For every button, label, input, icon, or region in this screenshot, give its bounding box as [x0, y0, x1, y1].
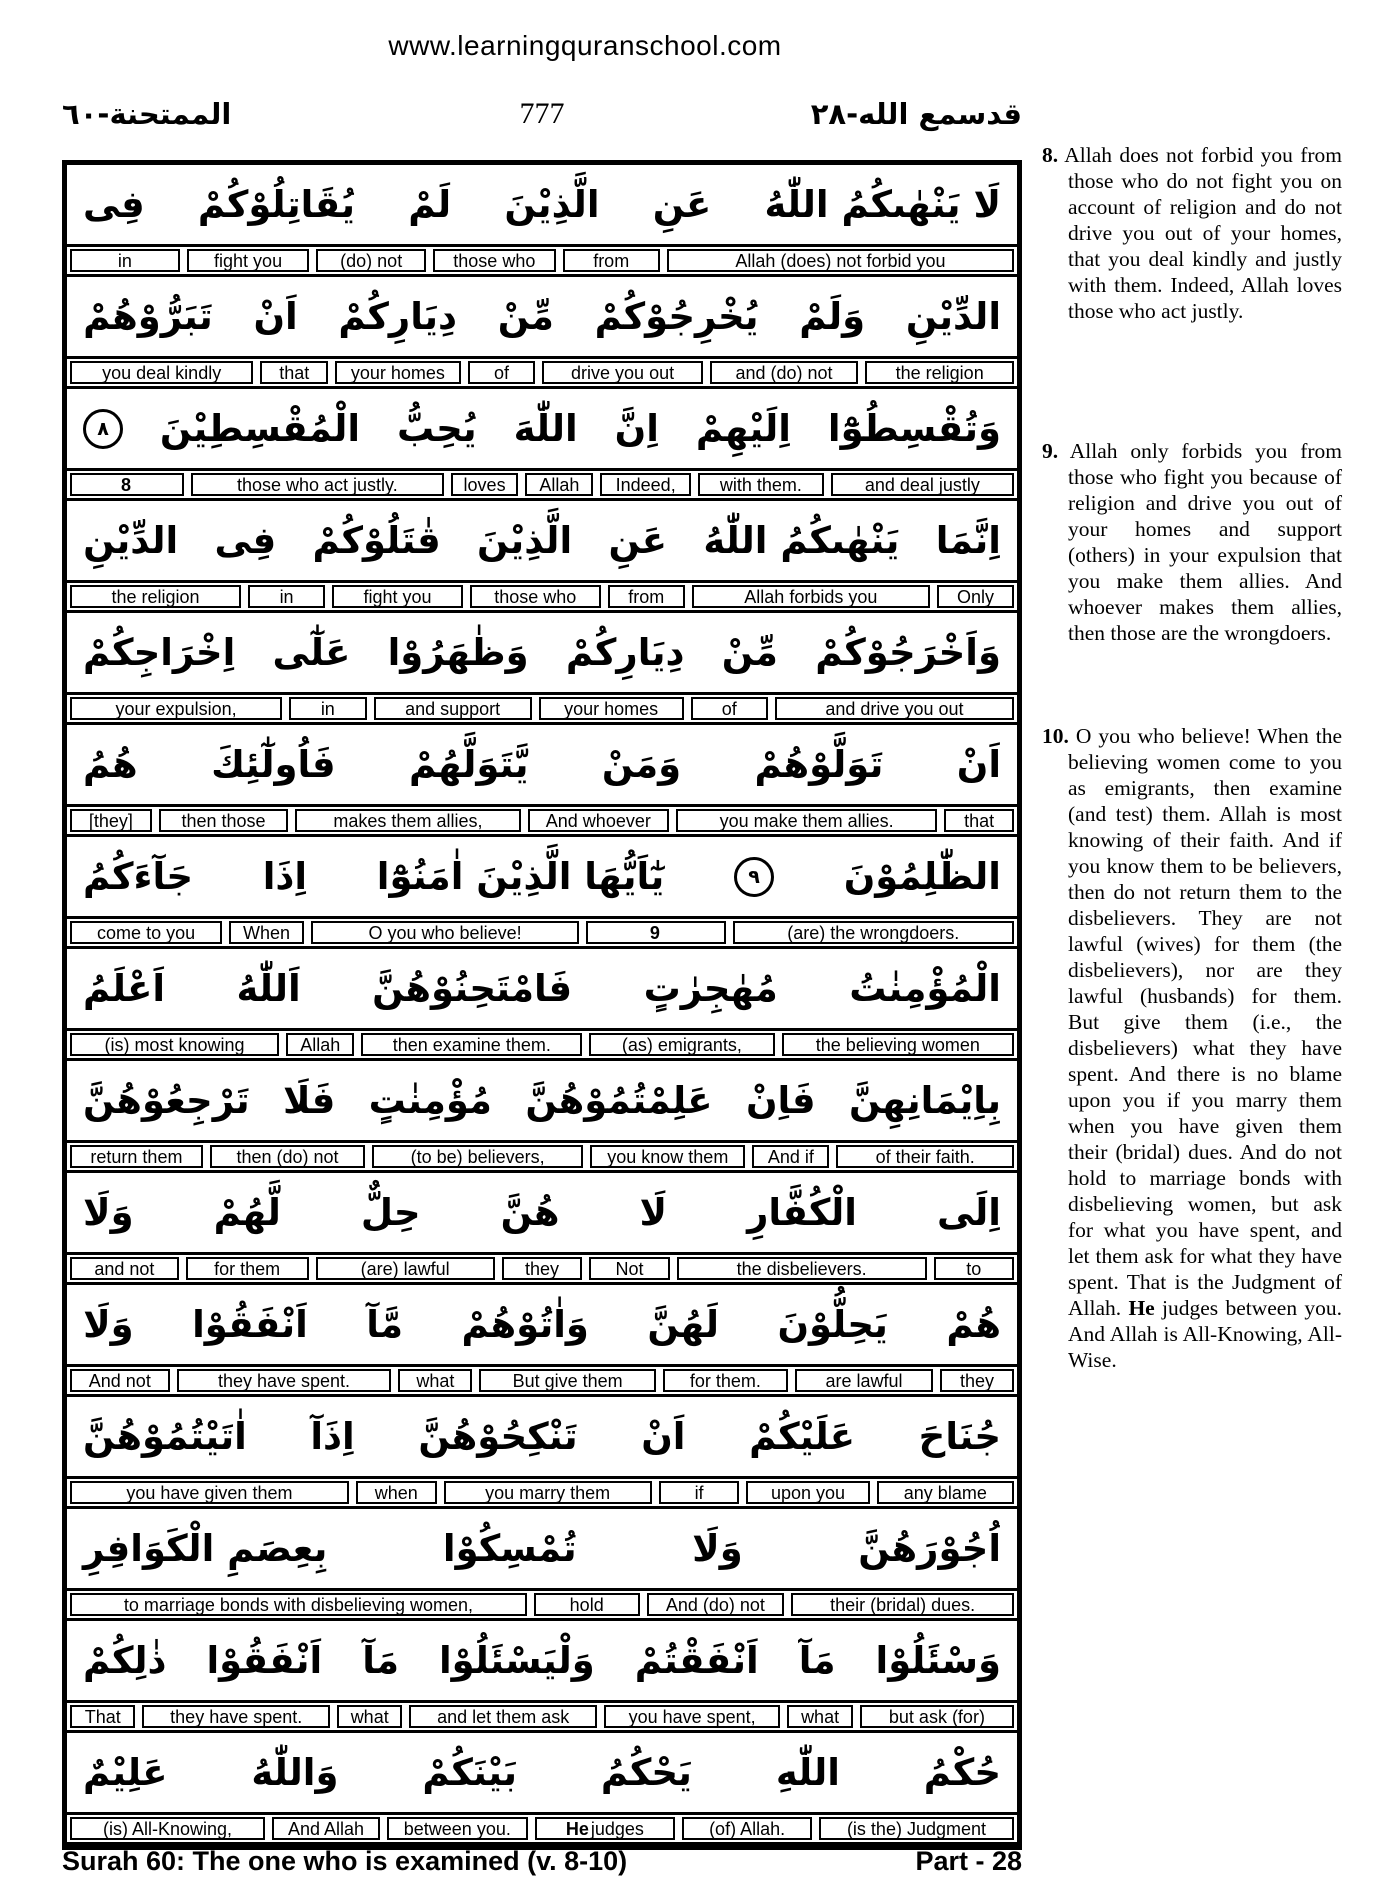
gloss-cell: And (do) not: [647, 1593, 785, 1616]
gloss-cell: with them.: [698, 473, 824, 496]
verse-10: [1042, 723, 1342, 1373]
arabic-line: [67, 1621, 1017, 1700]
gloss-cell: those who: [433, 249, 555, 272]
gloss-cell: (do) not: [316, 249, 426, 272]
gloss-cell: and support: [374, 697, 532, 720]
gloss-cell: their (bridal) dues.: [791, 1593, 1014, 1616]
gloss-cell: in: [289, 697, 366, 720]
gloss-cell: you deal kindly: [70, 361, 253, 384]
footer-part-label: Part - 28: [915, 1846, 1022, 1876]
gloss-cell: to marriage bonds with disbelieving women,: [70, 1593, 527, 1616]
gloss-cell: what: [337, 1705, 402, 1728]
gloss-line: [67, 1252, 1017, 1285]
arabic-word: اَعْلَمُ: [83, 967, 166, 1010]
gloss-line: [67, 1812, 1017, 1845]
arabic-word: يَّتَوَلَّهُمْ: [409, 743, 529, 786]
gloss-cell: if: [659, 1481, 740, 1504]
arabic-line: [67, 1285, 1017, 1364]
arabic-word: هُمْ: [946, 1303, 1001, 1346]
gloss-cell: and deal justly: [831, 473, 1014, 496]
arabic-word: اَنْ: [956, 743, 1001, 786]
arabic-word: لَهُنَّ: [647, 1303, 719, 1346]
gloss-cell: for them: [186, 1257, 309, 1280]
gloss-cell: they: [940, 1369, 1014, 1392]
gloss-cell: from: [608, 585, 685, 608]
arabic-line: [67, 613, 1017, 692]
arabic-word: فَاِنْ: [745, 1079, 816, 1122]
arabic-word: اَنْفَقُوْا: [206, 1639, 323, 1682]
gloss-line: [67, 916, 1017, 949]
gloss-cell: in: [248, 585, 325, 608]
gloss-line: [67, 580, 1017, 613]
verse-10-text-end: judges between you. And Allah is All-Knowing, All-Wise.: [1068, 1296, 1342, 1372]
arabic-word: وَلْيَسْئَلُوْا: [439, 1639, 595, 1682]
arabic-word: اٰتَيْتُمُوْهُنَّ: [83, 1415, 247, 1458]
gloss-cell: your homes: [335, 361, 461, 384]
gloss-cell: any blame: [877, 1481, 1014, 1504]
arabic-word: بَيْنَكُمْ: [422, 1751, 517, 1794]
verse-9-text: Allah only forbids you from those who fight you because of religion and drive you out of your homes and support (others) in your expulsion that you make them allies. And whoever makes them allies, then those are the wrongdoers.: [1068, 439, 1342, 645]
gloss-cell: you know them: [590, 1145, 745, 1168]
translation-sidebar: [1042, 142, 1342, 1373]
arabic-word: الظّٰلِمُوْنَ: [843, 855, 1001, 898]
gloss-cell: the disbelievers.: [677, 1257, 927, 1280]
arabic-word: لَّهُمْ: [213, 1191, 281, 1234]
verse-10-bold-word: He: [1128, 1296, 1155, 1320]
gloss-cell: That: [70, 1705, 135, 1728]
arabic-word: يَحِلُّوْنَ: [777, 1303, 888, 1346]
gloss-cell: (to be) believers,: [372, 1145, 583, 1168]
arabic-word: يَحْكُمُ: [600, 1751, 692, 1794]
arabic-line: [67, 1061, 1017, 1140]
gloss-cell: from: [563, 249, 660, 272]
gloss-cell: and let them ask: [409, 1705, 597, 1728]
site-url: www.learningquranschool.com: [388, 30, 782, 61]
gloss-cell: you marry them: [444, 1481, 652, 1504]
arabic-word: الْمُقْسِطِيْنَ: [159, 407, 361, 450]
gloss-cell: but ask (for): [860, 1705, 1014, 1728]
gloss-cell: those who: [470, 585, 601, 608]
gloss-cell: He judges: [535, 1817, 676, 1840]
surah-name-arabic: الممتحنة-٦٠: [62, 97, 232, 131]
gloss-cell: Only: [937, 585, 1014, 608]
gloss-cell: of: [691, 697, 768, 720]
gloss-cell: Allah forbids you: [692, 585, 930, 608]
arabic-word: اِلَى: [936, 1191, 1001, 1234]
arabic-word: الَّذِيْنَ: [504, 183, 600, 226]
arabic-line: [67, 1733, 1017, 1812]
gloss-cell: of their faith.: [836, 1145, 1014, 1168]
gloss-cell: (is) most knowing: [70, 1033, 279, 1056]
gloss-cell: that: [260, 361, 328, 384]
arabic-word: قٰتَلُوْكُمْ: [312, 519, 441, 562]
arabic-word: اَللّٰهُ: [236, 967, 301, 1010]
arabic-word: مِّنْ: [721, 631, 778, 674]
gloss-cell: that: [944, 809, 1014, 832]
verse-9-number: 9.: [1042, 439, 1059, 463]
arabic-word: تُمْسِكُوْا: [442, 1527, 577, 1570]
gloss-cell: the religion: [865, 361, 1014, 384]
arabic-word: وَلَا: [692, 1527, 743, 1570]
arabic-word: بِعِصَمِ الْكَوَافِرِ: [83, 1527, 328, 1570]
gloss-cell: for them.: [663, 1369, 788, 1392]
arabic-word: اِنَّ: [614, 407, 659, 450]
verse-9: [1042, 438, 1342, 646]
arabic-line: [67, 501, 1017, 580]
arabic-word: تَبَرُّوْهُمْ: [83, 295, 213, 338]
arabic-line: [67, 1397, 1017, 1476]
gloss-cell: what: [398, 1369, 472, 1392]
arabic-word: دِيَارِكُمْ: [338, 295, 457, 338]
gloss-cell: of: [468, 361, 536, 384]
arabic-word: وَاَخْرَجُوْكُمْ: [815, 631, 1001, 674]
arabic-word: لَمْ: [408, 183, 452, 226]
arabic-word: هُمُ: [83, 743, 138, 786]
arabic-word: بِاِيْمَانِهِنَّ: [849, 1079, 1001, 1122]
arabic-word: يُقَاتِلُوْكُمْ: [197, 183, 356, 226]
arabic-word: اُجُوْرَهُنَّ: [858, 1527, 1001, 1570]
arabic-word: وَلَا: [83, 1191, 134, 1234]
gloss-cell: Not: [589, 1257, 670, 1280]
gloss-line: [67, 804, 1017, 837]
verse-number-circle: ٨: [83, 409, 123, 449]
arabic-word: جَآءَكُمُ: [83, 855, 194, 898]
gloss-cell: then those: [159, 809, 289, 832]
arabic-word: وَمَنْ: [601, 743, 682, 786]
gloss-cell: When: [229, 921, 304, 944]
arabic-word: الدِّيْنِ: [83, 519, 179, 562]
gloss-cell: (of) Allah.: [682, 1817, 812, 1840]
gloss-cell: you have given them: [70, 1481, 349, 1504]
arabic-word: اِلَيْهِمْ: [695, 407, 791, 450]
gloss-cell: 8: [70, 473, 184, 496]
arabic-word: الْكُفَّارِ: [747, 1191, 857, 1234]
arabic-word: تَوَلَّوْهُمْ: [754, 743, 884, 786]
arabic-word: هُنَّ: [500, 1191, 560, 1234]
footer-surah-title: Surah 60: The one who is examined (v. 8-10): [62, 1846, 628, 1876]
arabic-word: اَنْ: [641, 1415, 686, 1458]
gloss-cell: what: [787, 1705, 852, 1728]
gloss-cell: Indeed,: [600, 473, 691, 496]
page-footer: [62, 1846, 1022, 1877]
arabic-word: عَلٰٓى: [272, 631, 351, 674]
arabic-line: [67, 389, 1017, 468]
gloss-cell: then examine them.: [361, 1033, 582, 1056]
arabic-word: وَاللّٰهُ: [251, 1751, 339, 1794]
gloss-cell: your expulsion,: [70, 697, 282, 720]
gloss-line: [67, 244, 1017, 277]
arabic-word: مِّنْ: [497, 295, 554, 338]
gloss-cell: makes them allies,: [295, 809, 520, 832]
arabic-word: وَظٰهَرُوْا: [387, 631, 529, 674]
gloss-line: [67, 1028, 1017, 1061]
gloss-cell: return them: [70, 1145, 203, 1168]
arabic-word: مَآ: [798, 1639, 836, 1682]
gloss-cell: hold: [534, 1593, 640, 1616]
verse-number-circle: ٩: [734, 857, 774, 897]
arabic-word: لَا يَنْهٰىكُمُ اللّٰهُ: [764, 183, 1001, 226]
gloss-line: [67, 1588, 1017, 1621]
gloss-cell: they: [502, 1257, 583, 1280]
arabic-line: [67, 1509, 1017, 1588]
gloss-cell: upon you: [746, 1481, 869, 1504]
arabic-word: اللّٰهِ: [775, 1751, 840, 1794]
arabic-word: حِلٌّ: [360, 1191, 421, 1234]
arabic-word: الَّذِيْنَ: [477, 519, 573, 562]
arabic-line: [67, 1173, 1017, 1252]
arabic-word: ذٰلِكُمْ: [83, 1639, 167, 1682]
gloss-cell: the believing women: [782, 1033, 1014, 1056]
arabic-word: اَنْفَقْتُمْ: [634, 1639, 759, 1682]
gloss-cell: then (do) not: [210, 1145, 365, 1168]
gloss-cell: fight you: [187, 249, 309, 272]
gloss-cell: And whoever: [528, 809, 670, 832]
gloss-cell: between you.: [387, 1817, 528, 1840]
gloss-cell: And if: [752, 1145, 829, 1168]
gloss-cell: Allah (does) not forbid you: [667, 249, 1014, 272]
gloss-cell: 9: [586, 921, 725, 944]
gloss-cell: (are) the wrongdoers.: [733, 921, 1014, 944]
arabic-word: مَآ: [362, 1639, 399, 1682]
gloss-line: [67, 356, 1017, 389]
arabic-word: مُهٰجِرٰتٍ: [643, 967, 778, 1010]
gloss-cell: you have spent,: [604, 1705, 780, 1728]
arabic-word: يٰٓاَيُّهَا الَّذِيْنَ اٰمَنُوْٓا: [376, 855, 665, 898]
arabic-word: يُحِبُّ: [396, 407, 477, 450]
gloss-line: [67, 1700, 1017, 1733]
arabic-word: يُخْرِجُوْكُمْ: [594, 295, 759, 338]
verse-8: [1042, 142, 1342, 324]
gloss-cell: are lawful: [795, 1369, 933, 1392]
gloss-cell: [they]: [70, 809, 152, 832]
arabic-word: حُكْمُ: [923, 1751, 1001, 1794]
arabic-word: فِى: [214, 519, 277, 562]
gloss-cell: you make them allies.: [676, 809, 937, 832]
arabic-word: الدِّيْنِ: [905, 295, 1001, 338]
arabic-line: [67, 165, 1017, 244]
gloss-cell: the religion: [70, 585, 241, 608]
gloss-cell: your homes: [539, 697, 684, 720]
arabic-word: فَاُولٰٓئِكَ: [211, 743, 336, 786]
arabic-word: عَلِيْمٌ: [83, 1751, 168, 1794]
arabic-word: اِذَآ: [310, 1415, 355, 1458]
gloss-line: [67, 692, 1017, 725]
word-grid: [62, 160, 1022, 1850]
gloss-line: [67, 1364, 1017, 1397]
gloss-cell: those who act justly.: [191, 473, 444, 496]
gloss-cell: in: [70, 249, 180, 272]
arabic-word: اَنْ: [253, 295, 298, 338]
gloss-cell: and drive you out: [775, 697, 1014, 720]
gloss-line: [67, 1140, 1017, 1173]
arabic-word: لَا: [639, 1191, 668, 1234]
verse-10-number: 10.: [1042, 724, 1069, 748]
arabic-word: فَلَا: [282, 1079, 336, 1122]
arabic-word: فِى: [83, 183, 145, 226]
gloss-cell: to: [934, 1257, 1015, 1280]
gloss-cell: But give them: [479, 1369, 655, 1392]
arabic-word: الْمُؤْمِنٰتُ: [849, 967, 1001, 1010]
page-number: 777: [519, 97, 565, 130]
gloss-cell: they have spent.: [142, 1705, 330, 1728]
arabic-word: فَامْتَحِنُوْهُنَّ: [372, 967, 573, 1010]
arabic-word: اللّٰهَ: [513, 407, 578, 450]
arabic-word: وَلَا: [83, 1303, 134, 1346]
gloss-cell: (is) All-Knowing,: [70, 1817, 265, 1840]
gloss-cell: fight you: [332, 585, 463, 608]
arabic-word: وَسْئَلُوْا: [875, 1639, 1001, 1682]
gloss-cell: O you who believe!: [311, 921, 580, 944]
arabic-word: عَنِ: [652, 183, 712, 226]
arabic-line: [67, 277, 1017, 356]
arabic-word: وَاٰتُوْهُمْ: [461, 1303, 589, 1346]
gloss-line: [67, 1476, 1017, 1509]
verse-8-number: 8.: [1042, 143, 1059, 167]
arabic-word: اِذَا: [262, 855, 308, 898]
arabic-word: تَنْكِحُوْهُنَّ: [418, 1415, 578, 1458]
arabic-word: تَرْجِعُوْهُنَّ: [83, 1079, 250, 1122]
arabic-word: اَنْفَقُوْا: [192, 1303, 308, 1346]
gloss-line: [67, 468, 1017, 501]
gloss-cell: (are) lawful: [316, 1257, 495, 1280]
gloss-cell: Allah: [286, 1033, 355, 1056]
gloss-cell: drive you out: [542, 361, 702, 384]
gloss-cell: And Allah: [272, 1817, 380, 1840]
arabic-word: عَلِمْتُمُوْهُنَّ: [525, 1079, 713, 1122]
juz-name-arabic: قدسمع الله-٢٨: [810, 97, 1022, 131]
gloss-cell: (is the) Judgment: [819, 1817, 1014, 1840]
verse-10-text: O you who believe! When the believing women come to you as emigrants, then examine (and test) them. Allah is most knowing of their faith. And if you know them to be believers, then do not return them to the disbelievers. They are not lawful (wives) for them (the disbelievers), nor are they lawful (husbands) for them. But give them (i.e., the disbelievers) what they have spent. And there is no blame upon you if you marry them when you have given them their (bridal) dues. And do not hold to marriage bonds with disbelieving women, but ask for what you have spent, and let them ask for what they have spent. That is the Judgment of Allah.: [1068, 724, 1342, 1320]
arabic-line: [67, 949, 1017, 1028]
arabic-word: مُؤْمِنٰتٍ: [368, 1079, 492, 1122]
arabic-word: وَلَمْ: [799, 295, 866, 338]
arabic-word: اِخْرَاجِكُمْ: [83, 631, 236, 674]
gloss-cell: and not: [70, 1257, 179, 1280]
arabic-word: يَنْهٰىكُمُ اللّٰهُ: [703, 519, 900, 562]
arabic-word: اِنَّمَا: [935, 519, 1001, 562]
page-header: [62, 88, 1022, 140]
gloss-cell: (as) emigrants,: [589, 1033, 775, 1056]
verse-8-text: Allah does not forbid you from those who do not fight you on account of religion and do not drive you out of your homes, that you deal kindly and justly with them. Indeed, Allah loves those who act justly.: [1064, 143, 1342, 323]
gloss-cell: they have spent.: [177, 1369, 392, 1392]
arabic-line: [67, 725, 1017, 804]
arabic-word: دِيَارِكُمْ: [565, 631, 685, 674]
gloss-cell: loves: [451, 473, 519, 496]
gloss-cell: come to you: [70, 921, 222, 944]
arabic-word: مَّآ: [366, 1303, 404, 1346]
arabic-line: [67, 837, 1017, 916]
arabic-word: وَتُقْسِطُوْٓا: [827, 407, 1001, 450]
arabic-word: جُنَاحَ: [918, 1415, 1001, 1458]
gloss-cell: And not: [70, 1369, 170, 1392]
gloss-cell: when: [356, 1481, 437, 1504]
gloss-cell: and (do) not: [710, 361, 859, 384]
arabic-word: عَلَيْكُمْ: [749, 1415, 856, 1458]
gloss-cell: Allah: [525, 473, 593, 496]
arabic-word: عَنِ: [608, 519, 668, 562]
